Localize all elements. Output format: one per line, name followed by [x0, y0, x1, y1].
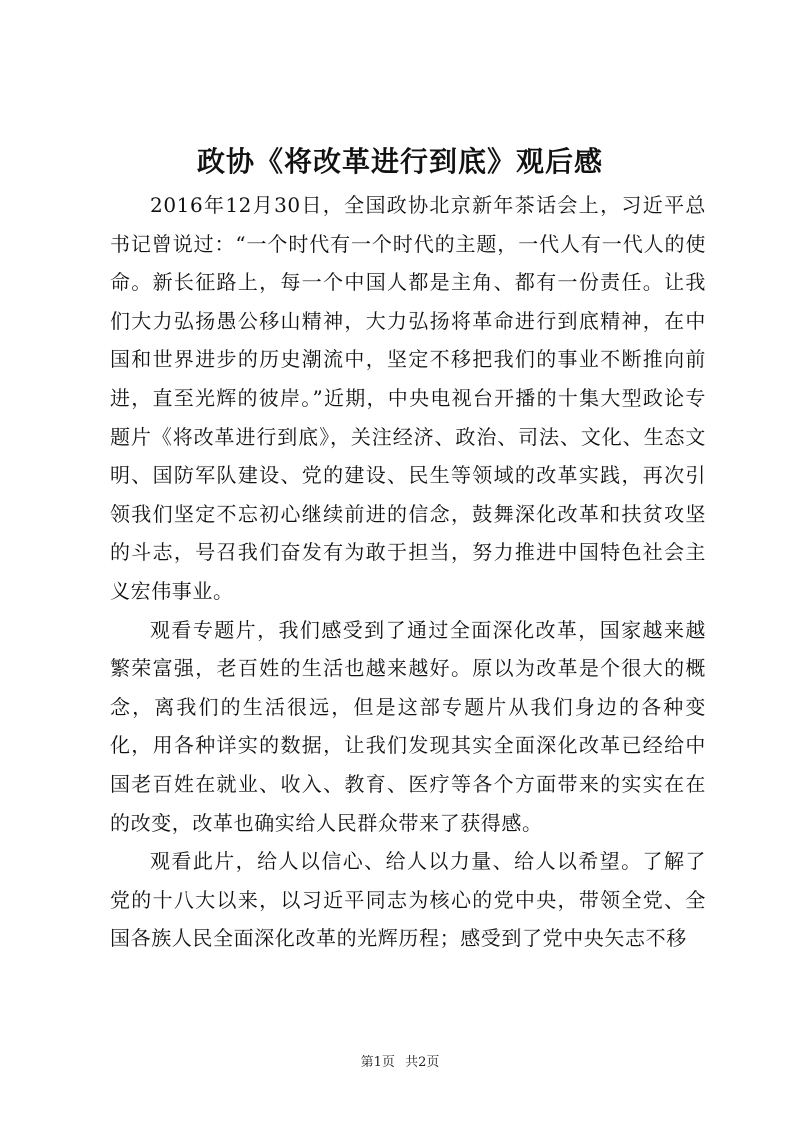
page-total: 共2页 — [405, 1055, 440, 1070]
page-number: 第1页 — [360, 1055, 395, 1070]
document-body — [110, 186, 706, 958]
page-footer — [0, 1053, 800, 1073]
document-title: 政协《将改革进行到底》观后感 — [196, 145, 603, 178]
paragraph-3: 观看此片，给人以信心、给人以力量、给人以希望。了解了党的十八大以来，以习近平同志为核心的党中央，带领全党、全国各族人民全面深化改革的光辉历程；感受到了党中央矢志不移 — [110, 849, 706, 951]
paragraph-1: 2016年12月30日，全国政协北京新年茶话会上，习近平总书记曾说过：“一个时代有一个时代的主题，一代人有一代人的使命。新长征路上，每一个中国人都是主角、都有一份责任。让我们大力弘扬愚公移山精神，大力弘扬将革命进行到底精神，在中国和世界进步的历史潮流中，坚定不移把我们的事业不断推向前进，直至光辉的彼岸。”近期，中央电视台开播的十集大型政论专题片《将改革进行到底》，关注经济、政治、司法、文化、生态文明、国防军队建设、党的建设、民生等领域的改革实践，再次引领我们坚定不忘初心继续前进的信念，鼓舞深化改革和扶贫攻坚的斗志，号召我们奋发有为敢于担当，努力推进中国特色社会主义宏伟事业。 — [110, 193, 706, 603]
paragraph-2: 观看专题片，我们感受到了通过全面深化改革，国家越来越繁荣富强，老百姓的生活也越来越好。原以为改革是个很大的概念，离我们的生活很远，但是这部专题片从我们身边的各种变化，用各种详实的数据，让我们发现其实全面深化改革已经给中国老百姓在就业、收入、教育、医疗等各个方面带来的实实在在的改变，改革也确实给人民群众带来了获得感。 — [110, 617, 706, 835]
